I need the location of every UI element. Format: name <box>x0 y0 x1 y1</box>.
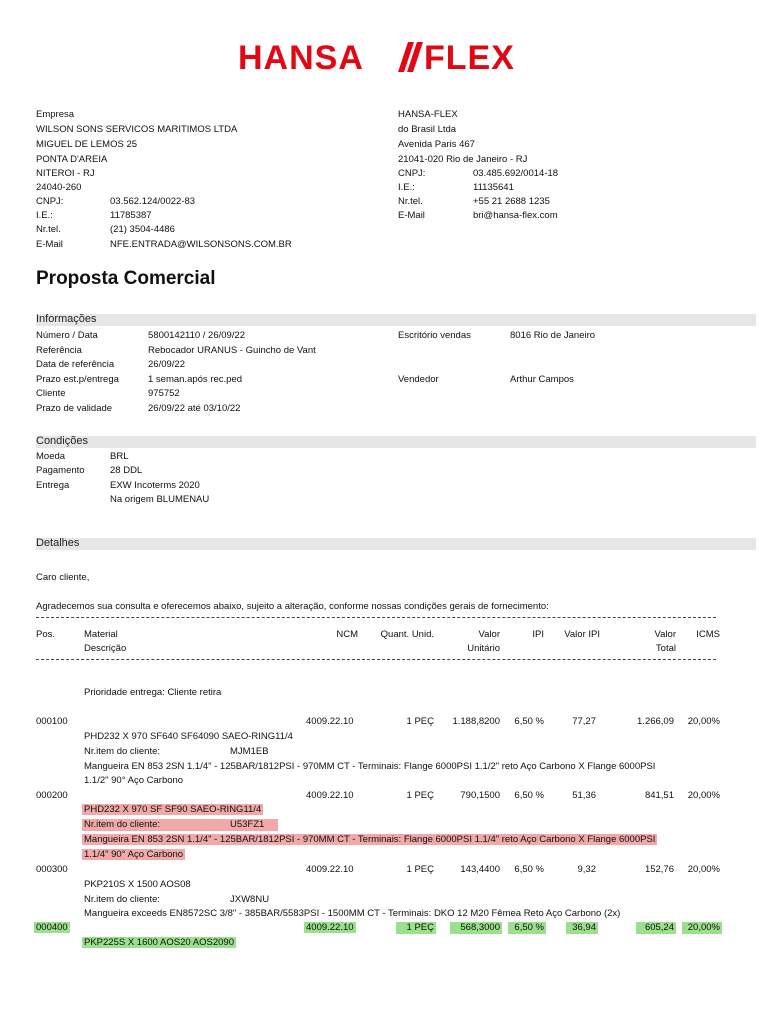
item-total: 841,51 <box>644 790 674 801</box>
info-label: Prazo de validade <box>36 403 113 414</box>
vendor-cnpj-value: 03.485.692/0014-18 <box>473 168 559 179</box>
customer-ie-label: I.E.: <box>36 210 53 221</box>
vendor-city: 21041-020 Rio de Janeiro - RJ <box>398 154 528 165</box>
customer-zip: 24040-260 <box>36 182 82 193</box>
item-ipi: 6,50 % <box>514 922 544 933</box>
item-ipi: 6,50 % <box>514 790 544 801</box>
customer-street: MIGUEL DE LEMOS 25 <box>36 139 138 150</box>
item-material-highlight: PKP225S X 1600 AOS20 AOS2090 <box>84 937 235 948</box>
item-ncm: 4009.22.10 <box>306 790 354 801</box>
info-value: Rebocador URANUS - Guincho de Vant <box>148 345 316 356</box>
item-ncm: 4009.22.10 <box>306 716 354 727</box>
seller-value: Arthur Campos <box>510 374 574 385</box>
header-unitario: Unitário <box>467 643 500 654</box>
item-customer-code: U53FZ1 <box>230 819 265 830</box>
info-value: 5800142110 / 26/09/22 <box>148 330 246 341</box>
item-qty: 1 PEÇ <box>406 922 434 933</box>
customer-cnpj-label: CNPJ: <box>36 196 64 207</box>
item-ipi-value: 77,27 <box>572 716 596 727</box>
vendor-name-2: do Brasil Ltda <box>398 124 457 135</box>
header-material: Material <box>84 629 118 640</box>
header-ipi: IPI <box>532 629 544 640</box>
office-value: 8016 Rio de Janeiro <box>510 330 596 341</box>
item-ipi-value: 9,32 <box>577 864 596 875</box>
item-icms: 20,00% <box>687 790 720 801</box>
info-value: 1 seman.após rec.ped <box>148 374 243 385</box>
condition-label: Pagamento <box>36 465 85 476</box>
item-ipi: 6,50 % <box>514 864 544 875</box>
item-unit-price: 790,1500 <box>460 790 500 801</box>
intro-text: Agradecemos sua consulta e oferecemos abaixo, sujeito a alteração, conforme nossas condições gerais de fornecimento: <box>36 601 549 612</box>
hansa-flex-logo <box>238 36 534 76</box>
greeting: Caro cliente, <box>36 572 90 583</box>
seller-label: Vendedor <box>398 374 439 385</box>
priority-note: Prioridade entrega: Cliente retira <box>84 687 222 698</box>
item-customer-label: Nr.item do cliente: <box>84 894 161 905</box>
customer-city: NITEROI - RJ <box>36 168 95 179</box>
header-ncm: NCM <box>336 629 358 640</box>
item-description-cont: 1.1/2" 90° Aço Carbono <box>84 775 184 786</box>
item-total: 152,76 <box>644 864 674 875</box>
item-ncm: 4009.22.10 <box>306 922 354 933</box>
vendor-name: HANSA-FLEX <box>398 109 458 120</box>
header-valor-ipi: Valor IPI <box>564 629 600 640</box>
header-quant: Quant. Unid. <box>380 629 434 640</box>
header-valor-total: Valor <box>654 629 676 640</box>
item-qty: 1 PEÇ <box>406 864 434 875</box>
item-total: 605,24 <box>644 922 674 933</box>
info-value: 26/09/22 até 03/10/22 <box>148 403 241 414</box>
table-top-rule <box>36 617 716 618</box>
customer-district: PONTA D'AREIA <box>36 154 108 165</box>
vendor-ie-value: 11135641 <box>473 182 514 193</box>
item-description-cont-highlight: 1.1/4" 90° Aço Carbono <box>84 849 184 860</box>
office-label: Escritório vendas <box>398 330 471 341</box>
customer-cnpj-value: 03.562.124/0022-83 <box>110 196 196 207</box>
vendor-ie-label: I.E.: <box>398 182 415 193</box>
logo-text-left: HANSA <box>238 39 364 76</box>
logo-text-right: FLEX <box>424 39 515 76</box>
item-unit-price: 1.188,8200 <box>452 716 500 727</box>
item-ipi-value: 51,36 <box>572 790 596 801</box>
customer-tel-label: Nr.tel. <box>36 224 61 235</box>
header-valor: Valor <box>478 629 500 640</box>
table-header-rule <box>36 659 716 660</box>
item-material-highlight: PHD232 X 970 SF SF90 SAEO-RING11/4 <box>84 804 262 815</box>
info-value: 975752 <box>148 388 180 399</box>
vendor-tel-label: Nr.tel. <box>398 196 423 207</box>
item-ipi: 6,50 % <box>514 716 544 727</box>
item-customer-label: Nr.item do cliente: <box>84 746 161 757</box>
item-pos: 000100 <box>36 716 68 727</box>
item-material: PKP210S X 1500 AOS08 <box>84 879 191 890</box>
info-label: Prazo est.p/entrega <box>36 374 119 385</box>
item-customer-code: JXW8NU <box>230 894 270 905</box>
item-qty: 1 PEÇ <box>406 716 434 727</box>
item-pos: 000300 <box>36 864 68 875</box>
section-heading-info: Informações <box>36 313 97 325</box>
item-customer-code: MJM1EB <box>230 746 269 757</box>
customer-email-label: E-Mail <box>36 239 63 250</box>
info-label: Número / Data <box>36 330 98 341</box>
section-band-details <box>36 538 756 550</box>
item-description-highlight: Mangueira EN 853 2SN 1.1/4" - 125BAR/1812PSI - 970MM CT - Terminais: Flange 6000PSI 1.1/4" reto Aço Carbono X Flange 6000PSI <box>84 834 656 845</box>
info-label: Cliente <box>36 388 66 399</box>
item-icms: 20,00% <box>687 922 720 933</box>
info-value: 26/09/22 <box>148 359 185 370</box>
item-unit-price: 143,4400 <box>460 864 500 875</box>
item-material: PHD232 X 970 SF640 SF64090 SAEO-RING11/4 <box>84 731 293 742</box>
item-description: Mangueira EN 853 2SN 1.1/4" - 125BAR/1812PSI - 970MM CT - Terminais: Flange 6000PSI 1.1/2" reto Aço Carbono X Flange 6000PSI <box>84 761 656 772</box>
header-total: Total <box>655 643 676 654</box>
item-customer-label: Nr.item do cliente: <box>84 819 161 830</box>
section-band-conditions <box>36 436 756 448</box>
customer-company: WILSON SONS SERVICOS MARITIMOS LTDA <box>36 124 238 135</box>
item-ncm: 4009.22.10 <box>306 864 354 875</box>
vendor-cnpj-label: CNPJ: <box>398 168 426 179</box>
condition-label: Moeda <box>36 451 66 462</box>
customer-line: Empresa <box>36 109 75 120</box>
vendor-tel-value: +55 21 2688 1235 <box>473 196 550 207</box>
item-total: 1.266,09 <box>637 716 674 727</box>
vendor-street: Avenida Paris 467 <box>398 139 475 150</box>
condition-value: 28 DDL <box>110 465 143 476</box>
condition-label: Entrega <box>36 480 70 491</box>
section-heading-details: Detalhes <box>36 537 80 549</box>
condition-value: EXW Incoterms 2020 <box>110 480 200 491</box>
document-title: Proposta Comercial <box>36 268 216 289</box>
item-ipi-value: 36,94 <box>572 922 596 933</box>
info-label: Referência <box>36 345 82 356</box>
header-icms: ICMS <box>696 629 720 640</box>
item-pos: 000400 <box>36 922 68 933</box>
info-label: Data de referência <box>36 359 115 370</box>
customer-ie-value: 11785387 <box>110 210 152 221</box>
header-pos: Pos. <box>36 629 56 640</box>
header-descricao: Descrição <box>84 643 127 654</box>
item-unit-price: 568,3000 <box>460 922 500 933</box>
item-qty: 1 PEÇ <box>406 790 434 801</box>
section-heading-conditions: Condições <box>36 435 88 447</box>
item-description: Mangueira exceeds EN8572SC 3/8" - 385BAR/5583PSI - 1500MM CT - Terminais: DKO 12 M20 Fêmea Reto Aço Carbono (2x) <box>84 908 621 919</box>
customer-tel-value: (21) 3504-4486 <box>110 224 175 235</box>
vendor-email-label: E-Mail <box>398 210 425 221</box>
item-icms: 20,00% <box>687 864 720 875</box>
item-icms: 20,00% <box>687 716 720 727</box>
customer-email-value: NFE.ENTRADA@WILSONSONS.COM.BR <box>110 239 292 250</box>
vendor-email-value: bri@hansa-flex.com <box>473 210 558 221</box>
item-pos: 000200 <box>36 790 68 801</box>
condition-value: Na origem BLUMENAU <box>110 494 210 505</box>
condition-value: BRL <box>110 451 129 462</box>
section-band-info <box>36 314 756 326</box>
